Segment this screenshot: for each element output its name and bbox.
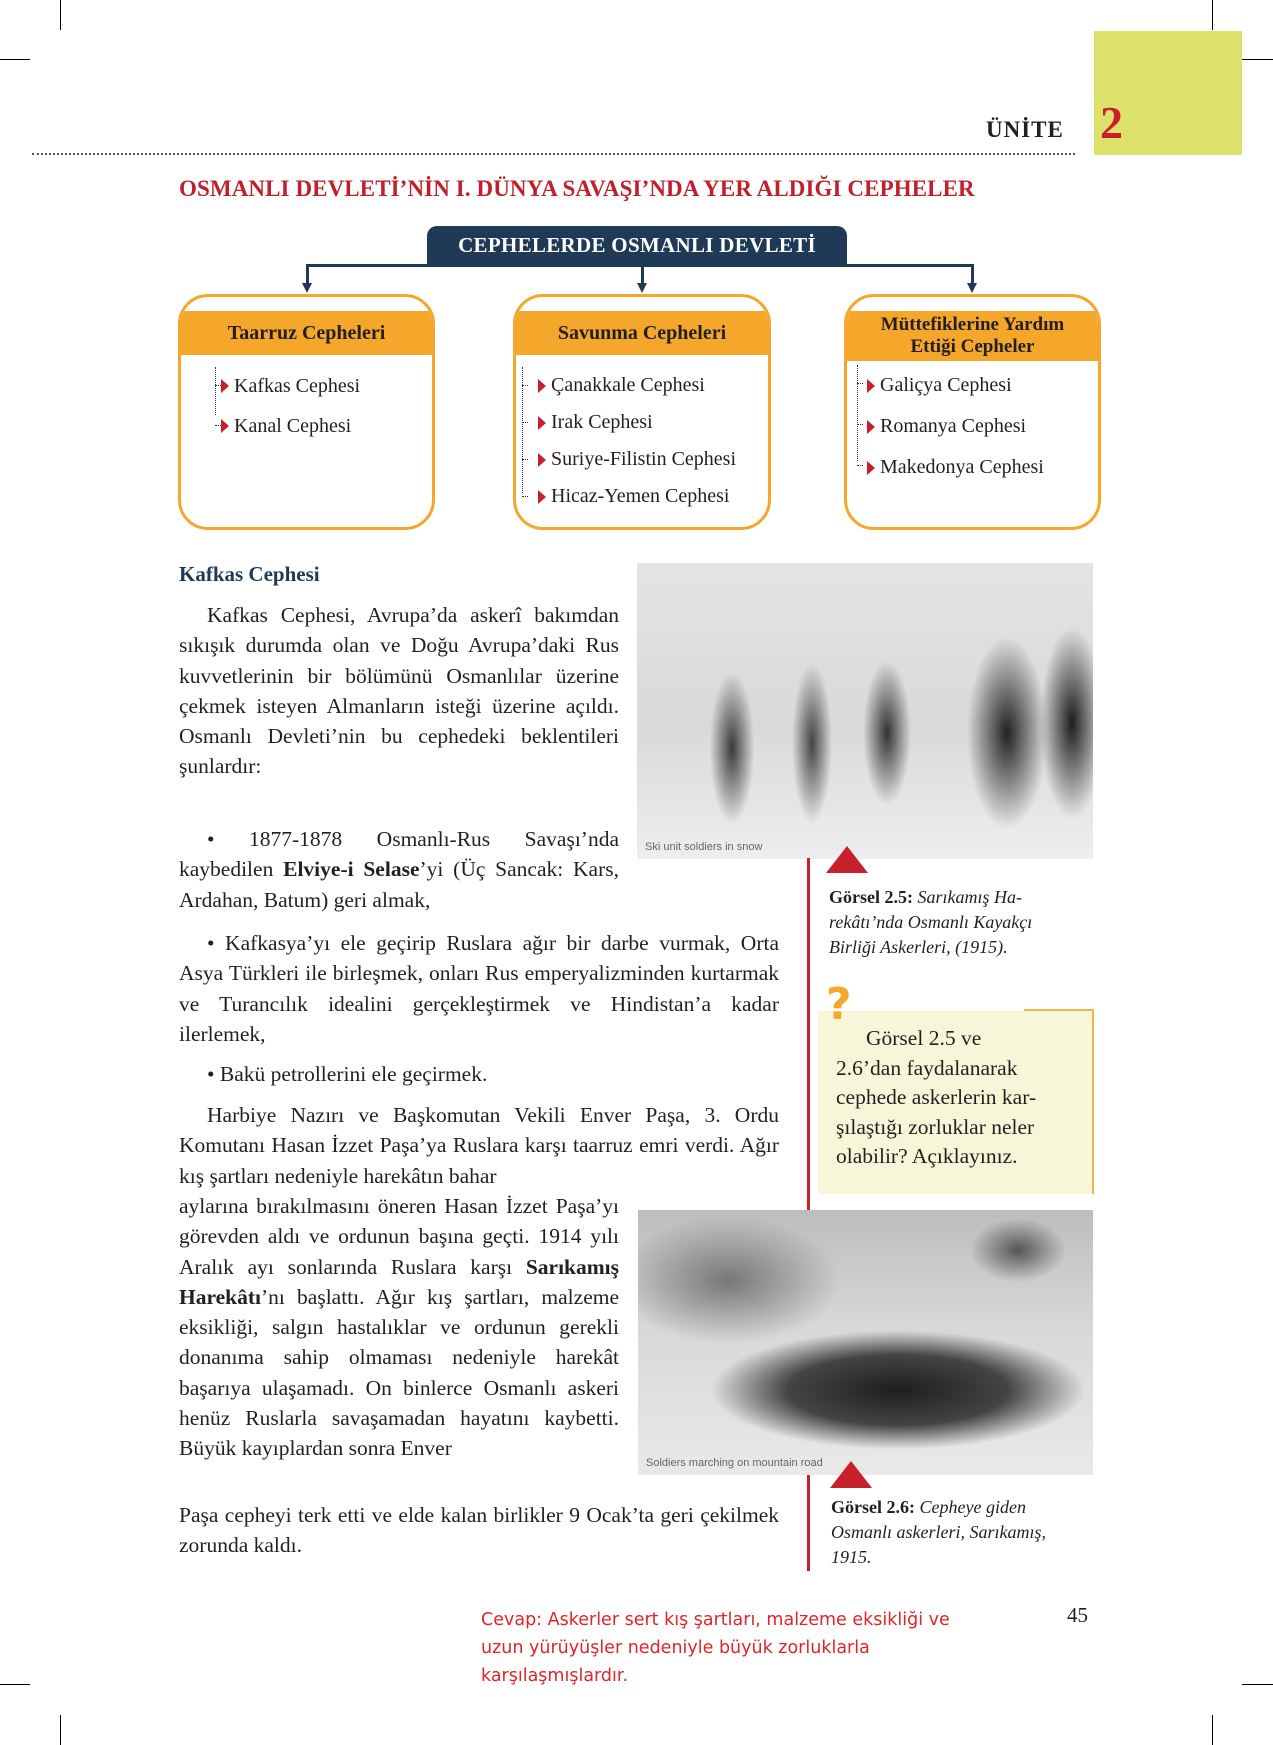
- list-item: Galiçya Cephesi: [857, 365, 1090, 406]
- crop-mark: [1242, 1684, 1273, 1685]
- question-mark-icon: ?: [826, 979, 852, 1030]
- list-item: Hicaz-Yemen Cephesi: [522, 478, 760, 515]
- arrow-down-icon: [637, 283, 647, 293]
- unit-label: ÜNİTE: [986, 117, 1064, 142]
- paragraph-sarikamis-cont: aylarına bırakılmasını öneren Hasan İzzet Paşa’yı görevden aldı ve ordunun başına geçti. 1914 yılı Aralık ayı sonlarında Ruslara karşı Sarıkamış Harekâtı’nı başlattı. Ağır kış şartları, malzeme eksikliği, salgın hastalıklar ve ordunun gerekli donanıma sahip olmaması nedeniyle harekât başarıya ulaşamadı. On binlerce Osmanlı askeri henüz Ruslarla savaşamadan hayatını kaybetti. Büyük kayıplardan sonra Enver: [179, 1194, 619, 1461]
- triangle-bullet-icon: [221, 419, 229, 433]
- triangle-bullet-icon: [538, 379, 546, 393]
- category-list: [857, 365, 1090, 488]
- diagram-connector: [971, 264, 974, 284]
- crop-mark: [1242, 59, 1273, 60]
- list-item: Çanakkale Cephesi: [522, 367, 760, 404]
- crop-mark: [0, 1684, 30, 1685]
- arrow-down-icon: [967, 283, 977, 293]
- list-item: Kanal Cephesi: [215, 407, 424, 445]
- section-title: OSMANLI DEVLETİ’NİN I. DÜNYA SAVAŞI’NDA YER ALDIĞI CEPHELER: [179, 176, 975, 201]
- category-title: Taarruz Cepheleri: [181, 311, 432, 355]
- crop-mark: [60, 1715, 61, 1745]
- triangle-bullet-icon: [867, 461, 875, 475]
- figure-caption: Görsel 2.6: Cepheye giden Osmanlı askerleri, Sarıkamış, 1915.: [831, 1497, 1046, 1567]
- crop-mark: [1212, 1715, 1213, 1745]
- category-list: [215, 367, 424, 445]
- triangle-bullet-icon: [538, 416, 546, 430]
- triangle-bullet-icon: [538, 490, 546, 504]
- figure-caption: Görsel 2.5: Sarıkamış Ha- rekâtı’nda Osmanlı Kayakçı Birliği Askerleri, (1915).: [829, 887, 1033, 957]
- diagram-connector: [306, 264, 974, 267]
- page-number: 45: [1067, 1603, 1088, 1627]
- category-list: [522, 367, 760, 515]
- crop-mark: [1212, 0, 1213, 30]
- list-item: Makedonya Cephesi: [857, 447, 1090, 488]
- category-box-allied-support: [844, 294, 1101, 530]
- triangle-bullet-icon: [867, 420, 875, 434]
- list-item: Suriye-Filistin Cephesi: [522, 441, 760, 478]
- category-box-offensive: [178, 294, 435, 530]
- list-item: Kafkas Cephesi: [215, 367, 424, 405]
- photo-ski-unit: Ski unit soldiers in snow: [637, 563, 1093, 859]
- answer-note: Cevap: Askerler sert kış şartları, malzeme eksikliği ve uzun yürüyüşler nedeniyle büyük zorluklarla karşılaşmışlardır.: [481, 1610, 950, 1686]
- crop-mark: [0, 59, 30, 60]
- question-text: Görsel 2.5 ve 2.6’dan faydalanarak cephede askerlerin kar- şılaştığı zorluklar neler olabilir? Açıklayınız.: [836, 1026, 1037, 1168]
- bullet-item: • Kafkasya’yı ele geçirip Ruslara ağır bir darbe vurmak, Orta Asya Türkleri ile birleşmek, onları Rus emperyalizminden kurtarmak ve Turancılık idealini gerçekleştirmek ve Hindistan’a kadar ilerlemek,: [179, 931, 779, 1046]
- category-title: Savunma Cepheleri: [516, 311, 768, 355]
- list-item: Romanya Cephesi: [857, 406, 1090, 447]
- category-title: Müttefiklerine Yardım Ettiği Cepheler: [847, 311, 1098, 361]
- crop-mark: [60, 0, 61, 30]
- header-divider: [32, 153, 1075, 155]
- triangle-bullet-icon: [867, 379, 875, 393]
- arrow-down-icon: [302, 283, 312, 293]
- category-box-defensive: [513, 294, 771, 530]
- triangle-bullet-icon: [538, 453, 546, 467]
- subheading: Kafkas Cephesi: [179, 562, 320, 586]
- paragraph-sarikamis: Harbiye Nazırı ve Başkomutan Vekili Enver Paşa, 3. Ordu Komutanı Hasan İzzet Paşa’ya Ruslara karşı taarruz emri verdi. Ağır kış şartları nedeniyle harekâtın bahar: [179, 1103, 779, 1188]
- bullet-item: • 1877-1878 Osmanlı-Rus Savaşı’nda kaybedilen Elviye-i Selase’yi (Üç Sancak: Kars, Ardahan, Batum) geri almak,: [179, 827, 619, 912]
- intro-paragraph: Kafkas Cephesi, Avrupa’da askerî bakımdan sıkışık durumda olan ve Doğu Avrupa’daki Rus kuvvetlerinin bir bölümünü Osmanlılar üzerine çekmek isteyen Almanların isteği üzerine açıldı. Osmanlı Devleti’nin bu cephedeki beklentileri şunlardır:: [179, 603, 619, 779]
- triangle-pointer-icon: [830, 1461, 872, 1488]
- paragraph-sarikamis-end: Paşa cepheyi terk etti ve elde kalan birlikler 9 Ocak’ta geri çekilmek zorunda kaldı.: [179, 1503, 779, 1558]
- triangle-bullet-icon: [221, 379, 229, 393]
- list-item: Irak Cephesi: [522, 404, 760, 441]
- diagram-connector: [641, 264, 644, 284]
- unit-number: 2: [1100, 97, 1123, 148]
- diagram-connector: [306, 264, 309, 284]
- photo-marching-soldiers: Soldiers marching on mountain road: [638, 1210, 1093, 1475]
- bullet-item: • Bakü petrollerini ele geçirmek.: [207, 1062, 488, 1086]
- diagram-root: CEPHELERDE OSMANLI DEVLETİ: [427, 226, 847, 265]
- triangle-pointer-icon: [826, 846, 868, 873]
